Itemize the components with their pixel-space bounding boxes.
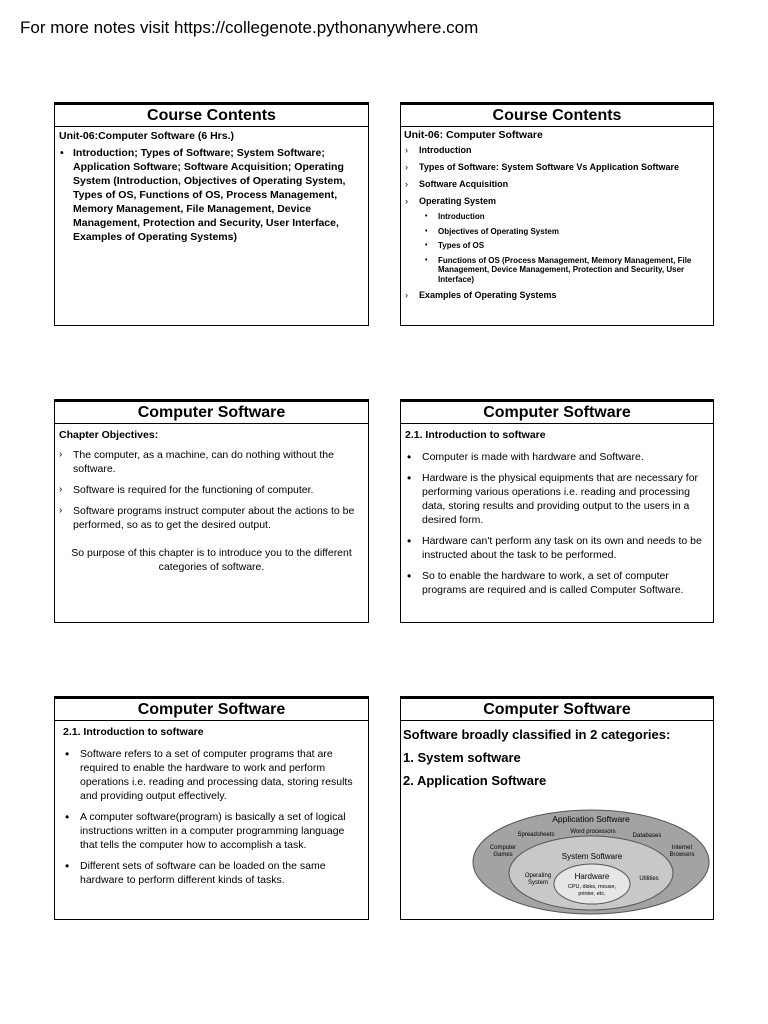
databases-label: Databases <box>632 833 662 839</box>
categories-intro: Software broadly classified in 2 categories: <box>403 727 671 742</box>
utilities-label: Utilities <box>639 876 659 882</box>
slide-software-categories <box>400 696 714 920</box>
list-item: › Examples of Operating Systems <box>404 290 710 301</box>
list-item: • Hardware is the physical equipments that are necessary for performing various operations i.e. reading and processing data, storing results and providing output to the users in a desired form. <box>405 471 709 527</box>
slide-title: Course Contents <box>401 103 713 127</box>
list-item: › Software Acquisition <box>404 179 710 190</box>
application-software-label: Application Software <box>552 814 630 824</box>
list-item: • A computer software(program) is basically a set of logical instructions written in a computer programming language that tells the computer how to accomplish a task. <box>63 810 364 852</box>
slide-title: Course Contents <box>55 103 368 127</box>
internet-browsers-label-2: Browsers <box>669 852 695 858</box>
list-item: • Software refers to a set of computer programs that are required to enable the hardware to work and perform operations i.e. reading and processing data, storing results and providing output effectively. <box>63 747 364 803</box>
purpose-text: So purpose of this chapter is to introduce you to the different categories of software. <box>71 547 352 573</box>
list-item: › Types of Software: System Software Vs Application Software <box>404 162 710 173</box>
system-software-label: System Software <box>561 852 623 861</box>
list-item: › Software programs instruct computer about the actions to be performed, so as to get the desired output. <box>59 504 364 532</box>
spreadsheets-label: Spreadsheets <box>517 832 555 838</box>
unit-heading: Unit-06: Computer Software <box>404 129 543 141</box>
computer-games-label-2: Games <box>493 852 513 858</box>
slide-title: Computer Software <box>401 697 713 721</box>
unit-heading: Unit-06:Computer Software (6 Hrs.) <box>59 130 235 142</box>
objectives-heading: Chapter Objectives: <box>59 429 159 441</box>
category-application-software: 2. Application Software <box>403 773 547 788</box>
slide-intro-software-2 <box>54 696 369 920</box>
operating-system-label-1: Operating <box>524 873 552 879</box>
hardware-label: Hardware <box>574 872 610 881</box>
internet-browsers-label-1: Internet <box>671 845 693 851</box>
slide-intro-software-1 <box>400 399 714 623</box>
slide-title: Computer Software <box>401 400 713 424</box>
list-item: • Introduction; Types of Software; System Software; Application Software; Software Acquisition; Operating System (Introduction, Objectives of Operating System, Types of OS, Functions of OS, Process Management, Memory Management, File Management, Device Management, Protection and Security, User Interface, Examples of Operating Systems) <box>73 146 364 244</box>
category-system-software: 1. System software <box>403 750 521 765</box>
slide-course-contents-2 <box>400 102 714 326</box>
header-note: For more notes visit https://collegenote.pythonanywhere.com <box>20 18 479 37</box>
software-layers-diagram <box>471 807 711 917</box>
section-heading: 2.1. Introduction to software <box>405 429 546 441</box>
list-item: • Different sets of software can be loaded on the same hardware to perform different kinds of tasks. <box>63 859 364 887</box>
list-item: › The computer, as a machine, can do nothing without the software. <box>59 448 364 476</box>
list-item: › Software is required for the functioning of computer. <box>59 483 364 497</box>
sub-list-item: • Introduction <box>419 212 710 222</box>
hardware-detail-label-1: CPU, disks, mouse, <box>567 884 617 890</box>
list-item: • So to enable the hardware to work, a set of computer programs are required and is called Computer Software. <box>405 569 709 597</box>
list-item-label: Operating System <box>419 196 497 206</box>
list-item: • Hardware can't perform any task on its own and needs to be instructed about the task to be performed. <box>405 534 709 562</box>
word-processors-label: Word processors <box>570 829 616 835</box>
list-item: › Introduction <box>404 145 710 156</box>
computer-games-label-1: Computer <box>489 845 517 851</box>
operating-system-label-2: System <box>527 880 549 886</box>
list-item-operating-system <box>404 196 710 284</box>
sub-list-item: • Types of OS <box>419 241 710 251</box>
sub-list-item: • Objectives of Operating System <box>419 227 710 237</box>
slide-computer-software-objectives <box>54 399 369 623</box>
sub-list-item: • Functions of OS (Process Management, Memory Management, File Management, Device Management, Protection and Security, User Interface) <box>419 256 710 285</box>
list-item: • Computer is made with hardware and Software. <box>405 450 709 464</box>
slide-course-contents-1 <box>54 102 369 326</box>
slide-title: Computer Software <box>55 697 368 721</box>
slide-title: Computer Software <box>55 400 368 424</box>
section-heading: 2.1. Introduction to software <box>63 726 204 738</box>
hardware-detail-label-2: printer, etc. <box>578 891 606 897</box>
